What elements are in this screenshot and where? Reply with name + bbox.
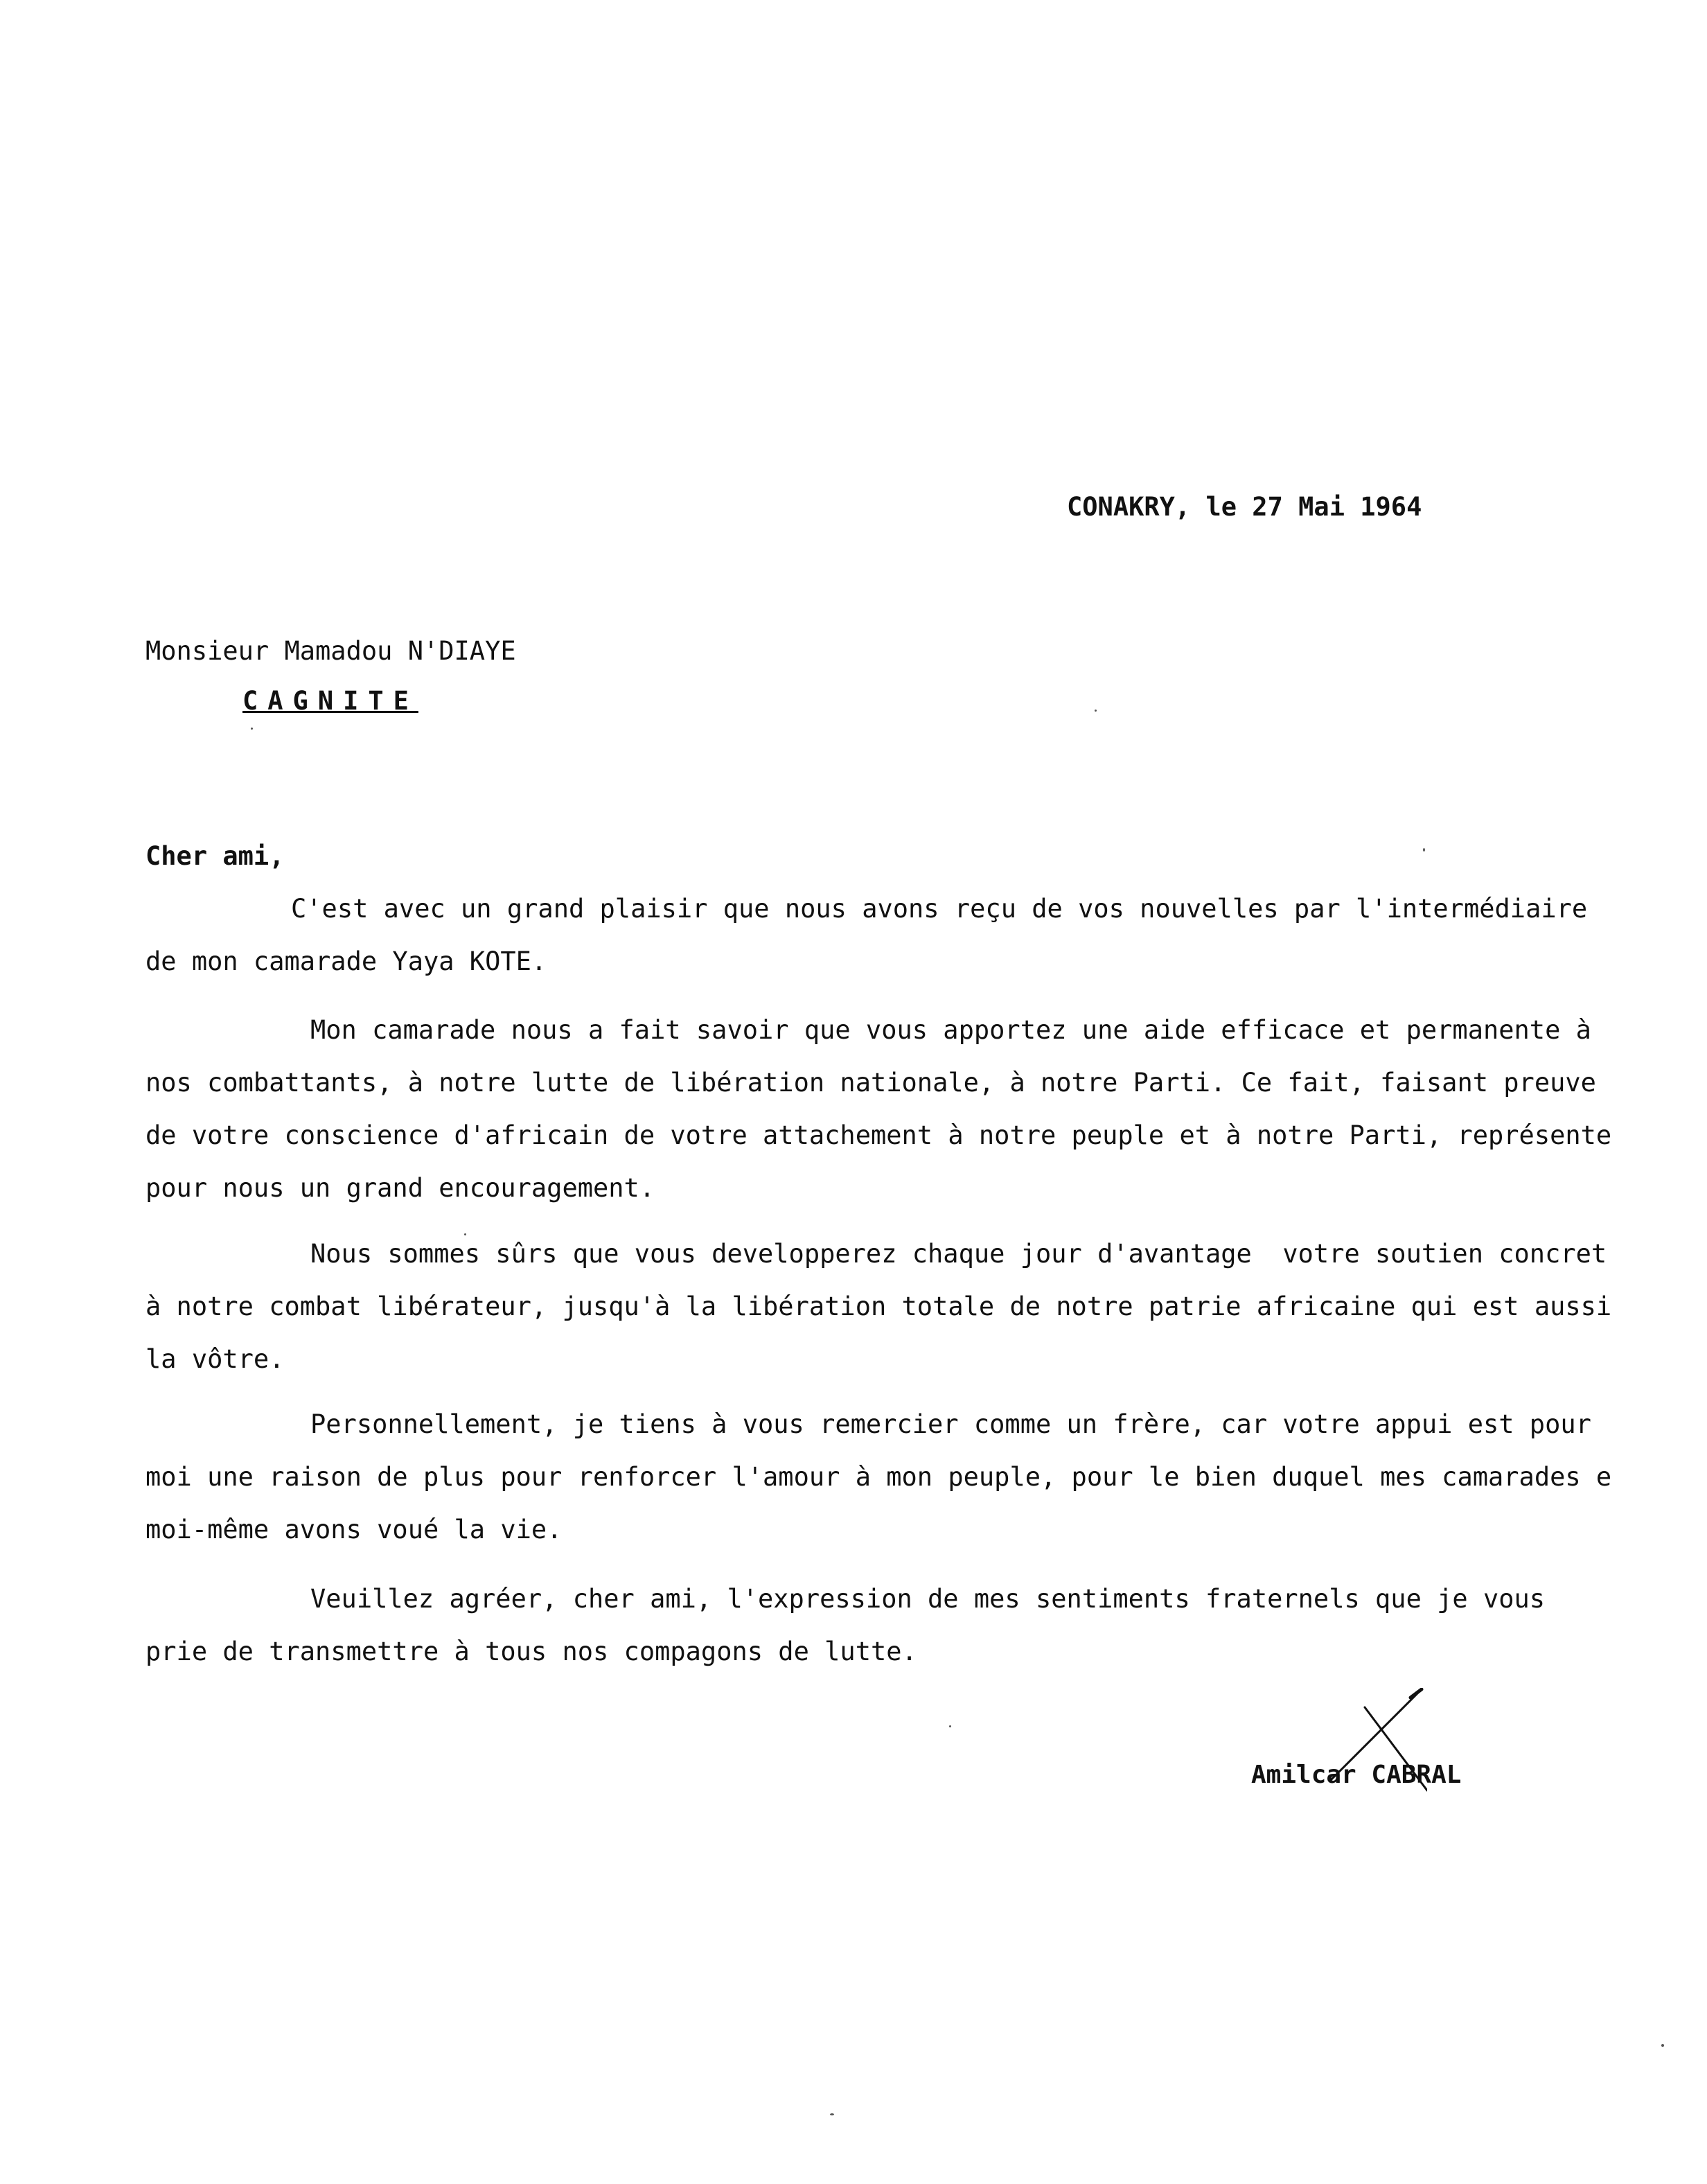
- paragraph-line: moi une raison de plus pour renforcer l'amour à mon peuple, pour le bien duquel mes camarades e: [145, 1462, 1612, 1492]
- paragraph-line: moi-même avons voué la vie.: [145, 1515, 563, 1544]
- paragraph-line: Nous sommes sûrs que vous developperez chaque jour d'avantage votre soutien concret: [310, 1239, 1607, 1269]
- scan-speck: [1095, 710, 1097, 712]
- recipient-name: Monsieur Mamadou N'DIAYE: [145, 636, 516, 666]
- scan-speck: [830, 2113, 834, 2115]
- scan-speck: [251, 728, 253, 730]
- scan-speck: [1423, 848, 1425, 852]
- scan-speck: [949, 1725, 951, 1727]
- scan-speck: [1661, 2044, 1664, 2047]
- paragraph-line: pour nous un grand encouragement.: [145, 1173, 655, 1203]
- paragraph-line: nos combattants, à notre lutte de libération nationale, à notre Parti. Ce fait, faisant preuve: [145, 1068, 1596, 1098]
- paragraph-line: prie de transmettre à tous nos compagons de lutte.: [145, 1637, 917, 1666]
- scan-speck: [464, 1233, 466, 1235]
- paragraph-line: Personnellement, je tiens à vous remercier comme un frère, car votre appui est pour: [310, 1409, 1591, 1439]
- signature-name: Amilcar CABRAL: [1251, 1761, 1462, 1789]
- paragraph-line: à notre combat libérateur, jusqu'à la libération totale de notre patrie africaine qui est aussi: [145, 1292, 1612, 1321]
- paragraph-line: de mon camarade Yaya KOTE.: [145, 946, 547, 976]
- paragraph-line: la vôtre.: [145, 1344, 285, 1374]
- paragraph-line: Mon camarade nous a fait savoir que vous apportez une aide efficace et permanente à: [310, 1015, 1591, 1045]
- paragraph-line: C'est avec un grand plaisir que nous avons reçu de vos nouvelles par l'intermédiaire: [291, 894, 1588, 924]
- paragraph-line: Veuillez agréer, cher ami, l'expression de mes sentiments fraternels que je vous: [310, 1584, 1546, 1614]
- salutation: Cher ami,: [145, 841, 285, 871]
- recipient-place: CAGNITE: [242, 686, 418, 716]
- paragraph-line: de votre conscience d'africain de votre attachement à notre peuple et à notre Parti, représente: [145, 1120, 1612, 1150]
- letter-dateline: CONAKRY, le 27 Mai 1964: [1067, 492, 1422, 522]
